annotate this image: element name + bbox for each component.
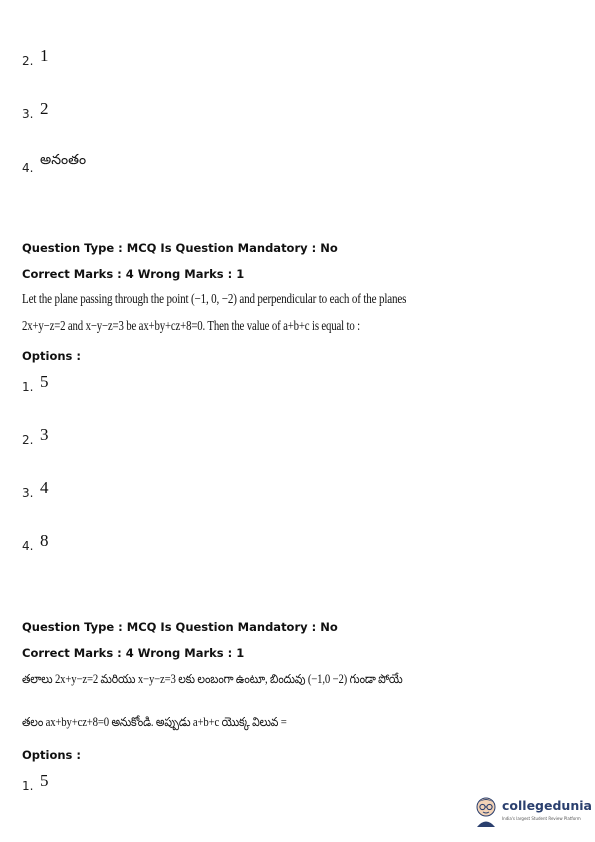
options-label: Options : (22, 748, 81, 762)
question-text-line: 2x+y−z=2 and x−y−z=3 be ax+by+cz+8=0. Then the value of a+b+c is equal to : (22, 318, 360, 333)
marks-line: Correct Marks : 4 Wrong Marks : 1 (22, 646, 245, 660)
option-number: 4. (22, 161, 34, 175)
question-type-line: Question Type : MCQ Is Question Mandatory : No (22, 620, 338, 634)
option-value: 3 (40, 425, 49, 444)
question-text-line: తలాలు 2x+y−z=2 మరియు x−y−z=3 లకు లంబంగా ఉంటూ, బిందువు (−1,0 −2) గుండా పోయే (22, 672, 403, 686)
marks-line: Correct Marks : 4 Wrong Marks : 1 (22, 267, 245, 281)
option-value: 1 (40, 46, 49, 65)
option-value: 5 (40, 771, 49, 790)
question-type-line: Question Type : MCQ Is Question Mandatory : No (22, 241, 338, 255)
option-value: 5 (40, 372, 49, 391)
option-value: 8 (40, 531, 49, 550)
option-number: 2. (22, 433, 34, 447)
option-number: 4. (22, 539, 34, 553)
option-number: 3. (22, 486, 34, 500)
question-text-line: Let the plane passing through the point (−1, 0, −2) and perpendicular to each of the planes (22, 291, 407, 306)
mascot-icon (472, 796, 500, 828)
option-number: 1. (22, 779, 34, 793)
logo-name: collegedunia (502, 798, 592, 813)
option-number: 3. (22, 107, 34, 121)
option-value: 2 (40, 99, 49, 118)
option-value: 4 (40, 478, 49, 497)
logo-tagline: India's largest Student Review Platform (502, 816, 581, 821)
option-value: అనంతం (40, 152, 87, 168)
option-number: 1. (22, 380, 34, 394)
question-text-line: తలం ax+by+cz+8=0 అనుకోండి. అప్పుడు a+b+c యొక్క విలువ = (22, 715, 287, 729)
collegedunia-logo (472, 796, 592, 830)
option-number: 2. (22, 54, 34, 68)
options-label: Options : (22, 349, 81, 363)
